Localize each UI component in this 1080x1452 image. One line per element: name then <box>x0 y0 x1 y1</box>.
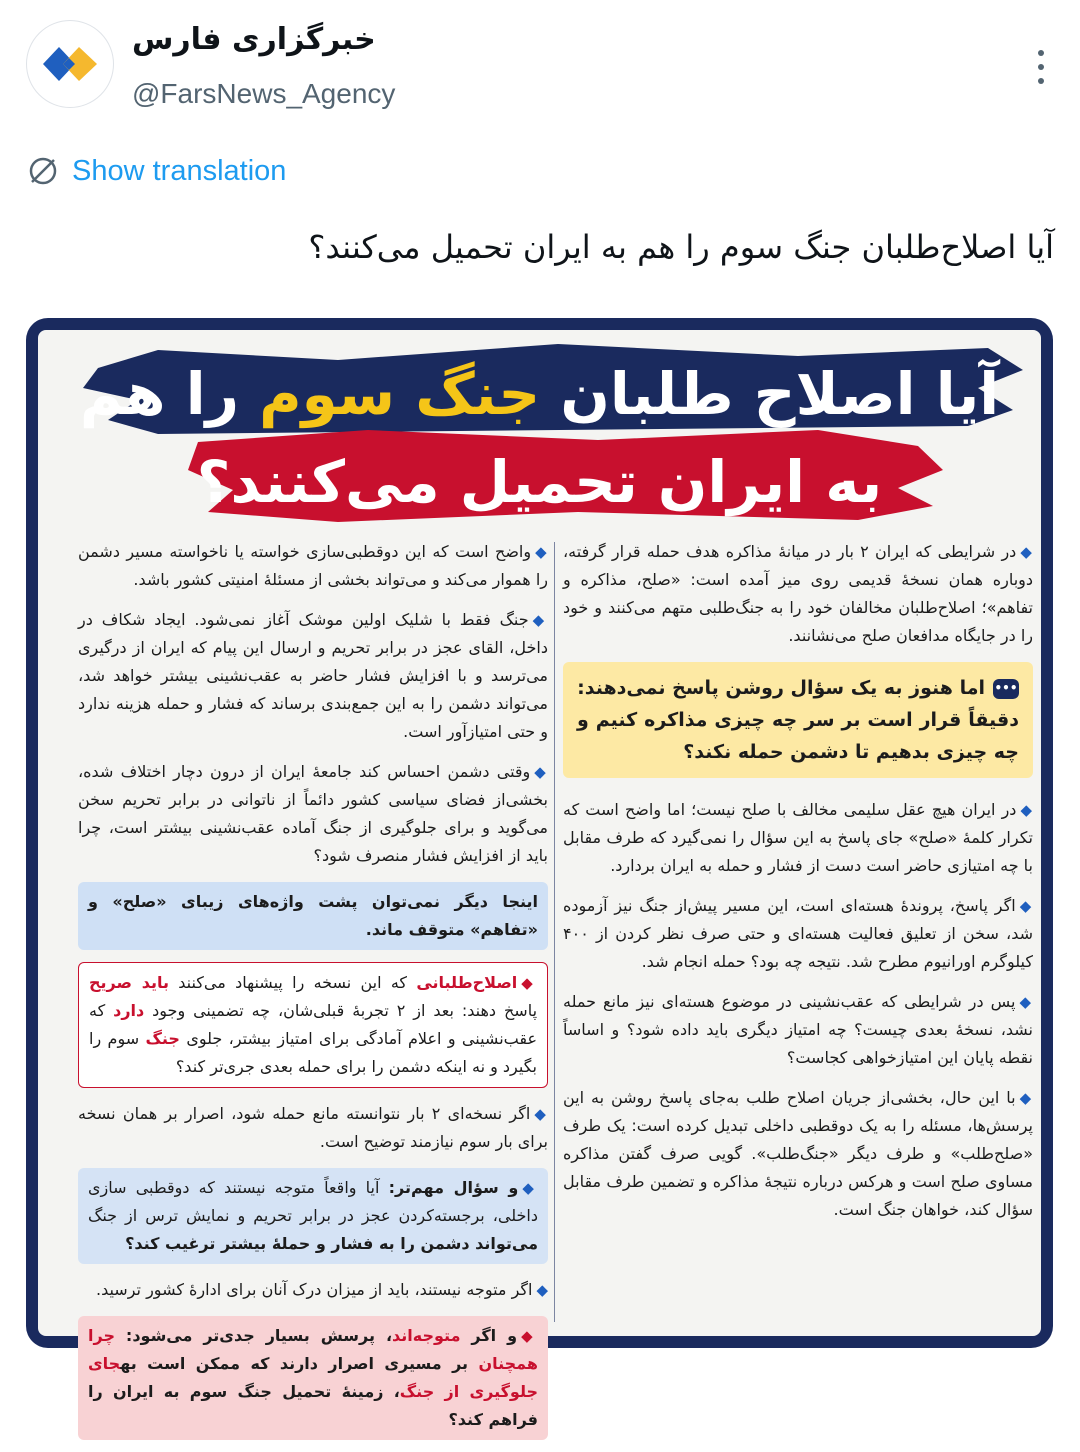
emphasis-text: جای جلوگیری از جنگ <box>88 1354 539 1401</box>
tweet-media-image[interactable] <box>26 318 1053 1429</box>
paragraph-text: اگر پاسخ، پروندهٔ هسته‌ای است، این مسیر پیش‌از جنگ نیز آزموده شد، سخن از تعلیق فعالیت هسته‌ای و حتی صرف نظر کردن از ۴۰۰ کیلوگرم اورانیوم مطرح شد. نتیجه چه بود؟ حمله انجام شد. <box>563 896 1033 971</box>
left-column <box>78 538 548 1452</box>
diamond-bullet-icon: ◆ <box>1019 1089 1033 1107</box>
paragraph <box>78 606 548 746</box>
box-text: ، زمینهٔ تحمیل جنگ سوم به ایران را فراهم کند؟ <box>88 1382 538 1429</box>
highlight-box-blue <box>78 1168 548 1264</box>
paragraph-text: جنگ فقط با شلیک اولین موشک آغاز نمی‌شود. ایجاد شکاف در داخل، القای عجز در برابر تحریم و ارسال این پیام که ایران از درگیری می‌ترسد و با افزایش فشار حاضر به عقب‌نشینی بیشتر خواهد شد، می‌تواند دشمن را به این جمع‌بندی برساند که فشار و حمله هزینه ندارد و حتی امتیازآور است. <box>78 610 548 741</box>
diamond-bullet-icon: ◆ <box>1019 897 1033 915</box>
highlight-box-pink <box>78 1316 548 1440</box>
callout-line1-text: اما هنوز به یک سؤال روشن پاسخ نمی‌دهند: <box>577 677 985 699</box>
infographic <box>38 330 1041 1429</box>
right-column <box>563 538 1033 1236</box>
paragraph <box>78 538 548 594</box>
question-callout <box>563 662 1033 778</box>
diamond-bullet-icon: ◆ <box>521 974 538 992</box>
diamond-bullet-icon: ◆ <box>532 611 548 629</box>
paragraph-text: واضح است که این دوقطبی‌سازی خواسته یا ناخواسته مسیر دشمن را هموار می‌کند و می‌تواند بخشی از مسئلهٔ امنیتی کشور باشد. <box>78 542 548 589</box>
box-text: ، پرسش بسیار جدی‌تر می‌شود: <box>114 1326 393 1345</box>
diamond-bullet-icon: ◆ <box>1019 993 1033 1011</box>
title-part-b: را هم <box>79 360 260 428</box>
avatar[interactable] <box>26 20 114 108</box>
diamond-bullet-icon: ◆ <box>522 1179 539 1197</box>
column-divider <box>554 542 555 1322</box>
box-text: و اگر <box>460 1326 518 1345</box>
translate-icon <box>26 154 60 188</box>
tweet-text: آیا اصلاح‌طلبان جنگ سوم را هم به ایران تحمیل می‌کنند؟ <box>308 228 1054 266</box>
box-text: که عقب‌نشینی و اعلام آمادگی برای امتیاز بیشتر، جلوی <box>89 1001 538 1048</box>
fars-logo-icon <box>39 39 101 89</box>
diamond-bullet-icon: ◆ <box>521 1327 538 1345</box>
paragraph <box>78 758 548 870</box>
paragraph <box>78 1100 548 1156</box>
box-text: پاسخ دهند: بعد از ۲ تجربهٔ قبلی‌شان، چه تضمینی وجود <box>144 1001 538 1020</box>
account-handle[interactable]: @FarsNews_Agency <box>132 78 396 109</box>
emphasis-text: اصلاح‌طلبانی <box>416 973 518 992</box>
paragraph <box>563 892 1033 976</box>
diamond-bullet-icon: ◆ <box>534 1105 548 1123</box>
infographic-title-line2: به ایران تحمیل می‌کنند؟ <box>196 448 883 516</box>
emphasis-text: باید صریح <box>89 973 169 992</box>
emphasis-text: می‌تواند دشمن را به فشار و حملهٔ بیشتر ترغیب کند؟ <box>125 1234 538 1253</box>
emphasis-text: و سؤال مهم‌تر: <box>388 1178 519 1197</box>
paragraph-text: پس در شرایطی که عقب‌نشینی در موضوع هسته‌ای نیز مانع حمله نشد، نسخهٔ بعدی چیست؟ چه امتیاز دیگری باید داده شود؟ و اساساً نقطه پایان این امتیازخواهی کجاست؟ <box>563 992 1033 1067</box>
emphasis-text: دارد <box>113 1001 145 1020</box>
title-highlight: جنگ سوم <box>259 360 541 428</box>
paragraph-text: اگر نسخه‌ای ۲ بار نتوانسته مانع حمله شود، اصرار بر همان نسخه برای بار سوم نیازمند توضیح است. <box>78 1104 548 1151</box>
paragraph <box>563 1084 1033 1224</box>
diamond-bullet-icon: ◆ <box>534 763 548 781</box>
diamond-bullet-icon: ◆ <box>1020 801 1033 819</box>
emphasis-text: چرا همچنان <box>88 1326 538 1373</box>
diamond-bullet-icon: ◆ <box>535 543 548 561</box>
show-translation-label: Show translation <box>72 154 287 187</box>
paragraph-text: با این حال، بخشی‌از جریان اصلاح طلب به‌جای پاسخ روشن به این پرسش‌ها، مسئله را به یک دوقطبی داخلی تبدیل کرده است: یک طرف «صلح‌طلب» و طرف دیگر «جنگ‌طلب». گویی صرف گفتن مذاکره مساوی صلح است و هرکس درباره نتیجهٔ مذاکره و تضمین طرف مقابل سؤال کند، خواهان جنگ است. <box>563 1088 1033 1219</box>
paragraph <box>563 988 1033 1072</box>
account-name[interactable]: خبرگزاری فارس <box>132 22 376 57</box>
paragraph-text: اگر متوجه نیستند، باید از میزان درک آنان برای ادارهٔ کشور ترسید. <box>95 1280 533 1299</box>
callout-line1 <box>577 672 1019 704</box>
emphasis-text: متوجه‌اند <box>392 1326 461 1345</box>
highlight-box-blue: اینجا دیگر نمی‌توان پشت واژه‌های زیبای «صلح» و «تفاهم» متوقف ماند. <box>78 882 548 950</box>
paragraph-text: در ایران هیچ عقل سلیمی مخالف با صلح نیست؛ اما واضح است که تکرار کلمهٔ «صلح» جای پاسخ به این سؤال را نمی‌گیرد که طرف مقابل با چه امتیازی حاضر است دست از فشار و حمله به ایران بردارد. <box>563 800 1033 875</box>
box-text: آیا واقعاً متوجه نیستند که دوقطبی سازی داخلی، برجسته‌کردن عجز در برابر تحریم و نمایش ترس از جنگ <box>88 1178 538 1225</box>
paragraph-text: وقتی دشمن احساس کند جامعهٔ ایران از درون دچار اختلاف شده، بخشی‌از فضای سیاسی کشور دائماً از ناتوانی در برابر تحریم سخن می‌گوید و برای جلوگیری از جنگ آماده عقب‌نشینی بیشتر است، چرا باید از افزایش فشار منصرف شود؟ <box>78 762 548 865</box>
callout-line2: دقیقاً قرار است بر سر چه چیزی مذاکره کنیم و چه چیزی بدهیم تا دشمن حمله نکند؟ <box>577 709 1019 763</box>
diamond-bullet-icon: ◆ <box>536 1281 548 1299</box>
emphasis-text: جنگ <box>145 1029 180 1048</box>
box-text: سوم را بگیرد و نه اینکه دشمن را برای حمله بعدی جری‌تر کند؟ <box>89 1029 537 1076</box>
paragraph-text: در شرایطی که ایران ۲ بار در میانهٔ مذاکره هدف حمله قرار گرفته، دوباره همان نسخهٔ قدیمی روی میز آمده است: «صلح، مذاکره و تفاهم»؛ اصلاح‌طلبان مخالفان خود را به جنگ‌طلبی متهم می‌کنند و خود را در جایگاه مدافعان صلح می‌نشانند. <box>563 542 1033 645</box>
infographic-title-line1 <box>38 360 1041 428</box>
paragraph <box>78 1276 548 1304</box>
paragraph <box>563 538 1033 650</box>
more-options-icon[interactable] <box>1036 50 1046 84</box>
box-text: که این نسخه را پیشنهاد می‌کنند <box>168 973 417 992</box>
show-translation-button[interactable] <box>26 154 286 188</box>
highlight-box-red <box>78 962 548 1088</box>
title-part-a: آیا اصلاح طلبان <box>540 360 1000 428</box>
diamond-bullet-icon: ◆ <box>1020 543 1034 561</box>
speech-bubble-icon: ••• <box>993 679 1019 699</box>
paragraph <box>563 796 1033 880</box>
box-text: بر مسیری اصرار دارند که ممکن است به <box>120 1354 479 1373</box>
